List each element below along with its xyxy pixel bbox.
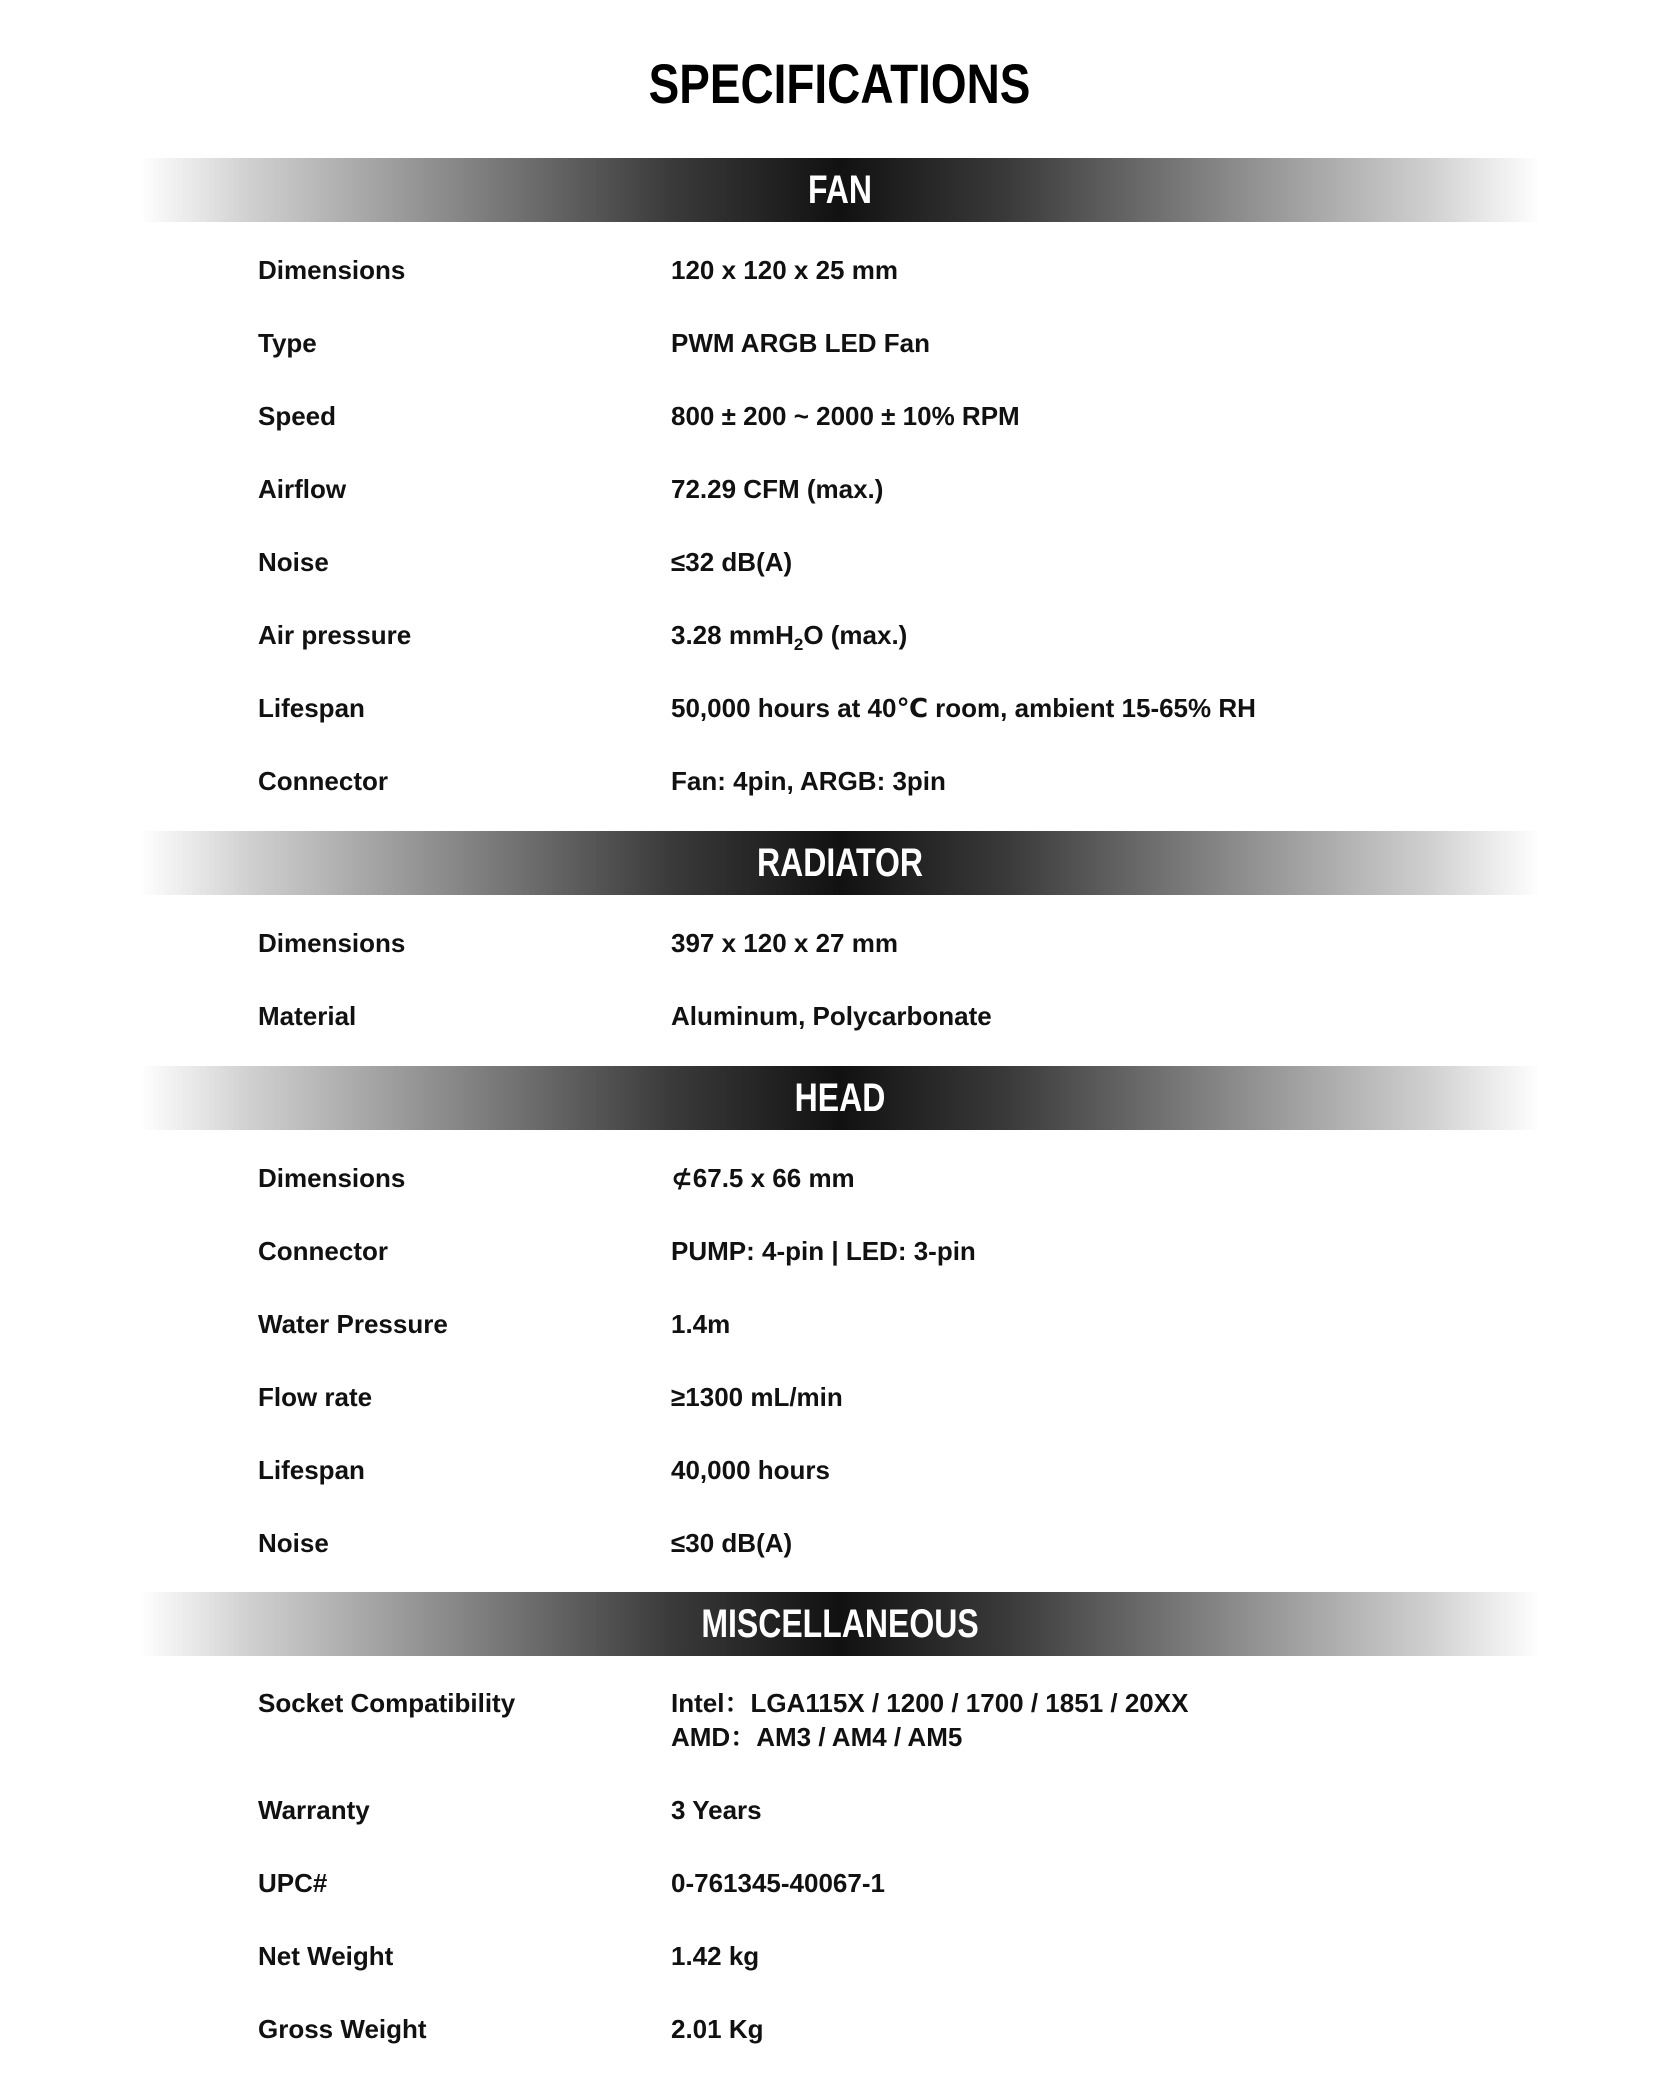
section-title-fan: FAN [808,168,872,212]
spec-value: 0-761345-40067-1 [671,1868,885,1898]
spec-label: Noise [258,547,329,577]
spec-label: Water Pressure [258,1309,448,1339]
spec-label: Air pressure [258,620,412,650]
spec-label: Dimensions [258,255,406,285]
spec-value: 1.4m [671,1309,731,1339]
spec-value: 120 x 120 x 25 mm [671,255,898,285]
spec-label: Warranty [258,1795,370,1825]
spec-label: Net Weight [258,1941,394,1971]
section-header-head [140,1066,1540,1130]
spec-label: Lifespan [258,1455,365,1485]
section-title-radiator: RADIATOR [757,841,923,885]
air-pressure-subscript: 2 [793,635,804,655]
spec-label: Noise [258,1528,329,1558]
spec-value: ≤32 dB(A) [671,547,793,577]
spec-label: Connector [258,766,388,796]
spec-value: ≤30 dB(A) [671,1528,793,1558]
spec-label: Airflow [258,474,347,504]
spec-label: Material [258,1001,357,1031]
spec-label: UPC# [258,1868,328,1898]
spec-value: 3 Years [671,1795,762,1825]
spec-value: Intel：LGA115X / 1200 / 1700 / 1851 / 20XX AMD：AM3 / AM4 / AM5 [671,1688,1189,1752]
air-pressure-value-main: 3.28 mmH [671,620,794,650]
spec-value: 50,000 hours at 40℃ room, ambient 15-65% RH [671,693,1256,723]
spec-label: Flow rate [258,1382,373,1412]
spec-label: Lifespan [258,693,365,723]
spec-value: Aluminum, Polycarbonate [671,1001,992,1031]
spec-value: PUMP: 4-pin | LED: 3-pin [671,1236,976,1266]
spec-label: Dimensions [258,1163,406,1193]
section-title-miscellaneous: MISCELLANEOUS [701,1602,979,1646]
spec-value: 72.29 CFM (max.) [671,474,884,504]
spec-label: Speed [258,401,337,431]
spec-label: Dimensions [258,928,406,958]
section-header-radiator [140,831,1540,895]
spec-label: Type [258,328,317,358]
spec-value [671,618,1451,655]
spec-label: Socket Compatibility [258,1688,516,1718]
page-title: SPECIFICATIONS [648,52,1031,115]
spec-value: 40,000 hours [671,1455,830,1485]
spec-value: 800 ± 200 ~ 2000 ± 10% RPM [671,401,1020,431]
section-title-head: HEAD [794,1076,886,1120]
spec-value: ⊄67.5 x 66 mm [671,1163,855,1193]
spec-value: 1.42 kg [671,1941,760,1971]
spec-value: PWM ARGB LED Fan [671,328,931,358]
spec-label: Gross Weight [258,2014,427,2044]
spec-value: ≥1300 mL/min [671,1382,843,1412]
spec-value: 2.01 Kg [671,2014,764,2044]
section-header-miscellaneous [140,1592,1540,1656]
spec-value: 397 x 120 x 27 mm [671,928,898,958]
section-header-fan [140,158,1540,222]
spec-value: Fan: 4pin, ARGB: 3pin [671,766,946,796]
spec-label: Connector [258,1236,388,1266]
air-pressure-value-rest: O (max.) [803,620,908,650]
